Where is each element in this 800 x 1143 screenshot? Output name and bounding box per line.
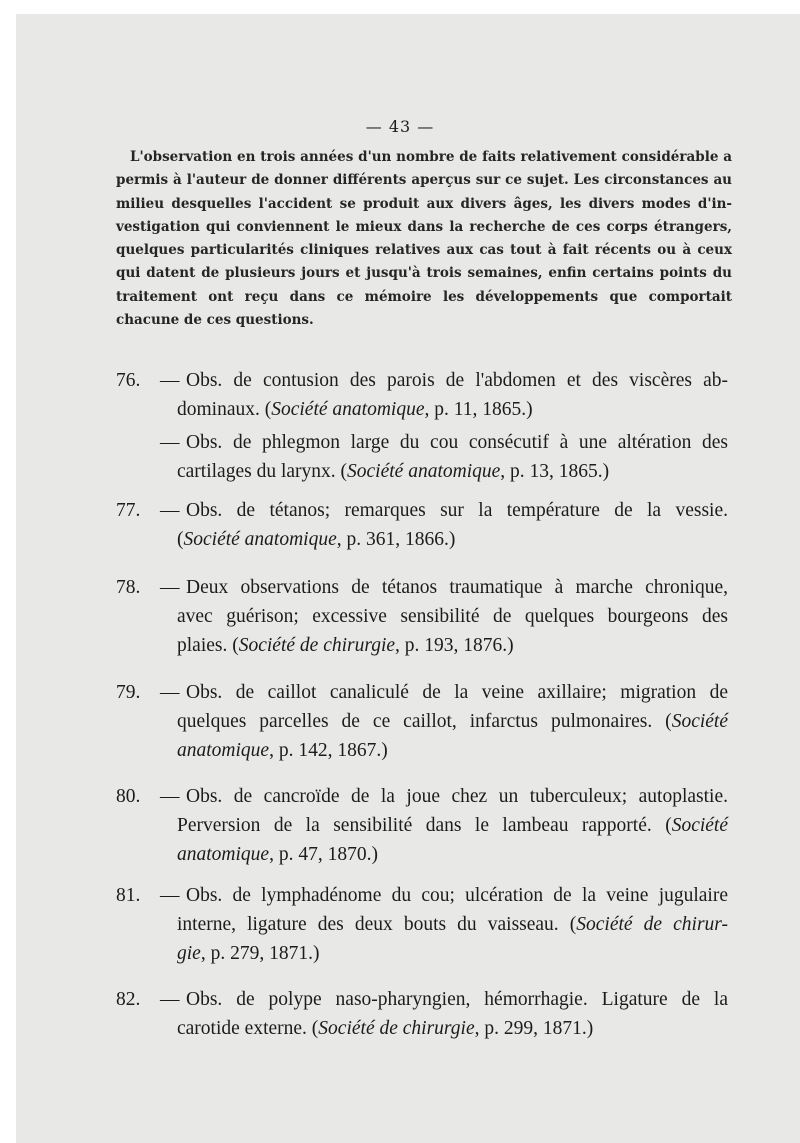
entry-line bbox=[116, 678, 728, 707]
entry-dash: — bbox=[160, 989, 180, 1010]
entry-text: dominaux. ( bbox=[177, 399, 272, 420]
entry-source: Société de chirurgie bbox=[318, 1018, 475, 1039]
entry-line: avec guérison; excessive sensibilité de quelques bourgeons des bbox=[177, 606, 728, 627]
entry-source: gie bbox=[177, 943, 201, 964]
entry-line bbox=[116, 736, 728, 765]
entry-text: plaies. ( bbox=[177, 635, 239, 656]
entry-subline bbox=[116, 428, 728, 457]
entry-line bbox=[116, 1014, 728, 1043]
entry-line bbox=[116, 525, 728, 554]
entry-source: Société anatomique bbox=[347, 461, 501, 482]
entry-source: Société bbox=[671, 815, 728, 836]
entry-79 bbox=[116, 678, 728, 765]
page-number: — 43 — bbox=[365, 117, 435, 136]
entry-line bbox=[116, 496, 728, 525]
entry-line bbox=[116, 939, 728, 968]
entry-line bbox=[116, 910, 728, 939]
entry-dash: — bbox=[160, 682, 180, 703]
intro-line: vestigation qui conviennent le mieux dans la recherche de ces corps étrangers, bbox=[116, 218, 732, 235]
entry-line bbox=[116, 881, 728, 910]
entry-text: , p. 299, 1871.) bbox=[474, 1018, 594, 1039]
entry-text: Obs. de lymphadénome du cou; ulcération de la veine jugulaire bbox=[186, 885, 728, 906]
entry-text: , p. 193, 1876.) bbox=[395, 635, 514, 656]
entry-number: 76. bbox=[116, 370, 141, 391]
entry-dash: — bbox=[160, 885, 180, 906]
entry-number: 77. bbox=[116, 500, 141, 521]
entry-text: Deux observations de tétanos traumatique à marche chronique, bbox=[186, 577, 728, 598]
entry-text: Obs. de phlegmon large du cou consécutif à une altération des bbox=[186, 432, 728, 453]
entry-text: , p. 47, 1870.) bbox=[269, 844, 378, 865]
intro-line: a permis à l'auteur de donner différents aperçus sur ce sujet. Les circonstances bbox=[116, 149, 732, 189]
entry-text: interne, ligature des deux bouts du vaisseau. ( bbox=[177, 914, 577, 935]
intro-line: de ces questions. bbox=[183, 312, 314, 329]
entry-text: , p. 13, 1865.) bbox=[500, 461, 610, 482]
entry-dash: — bbox=[160, 500, 180, 521]
entry-line bbox=[116, 631, 728, 660]
entry-source: Société de chirur- bbox=[576, 914, 728, 935]
entry-number: 82. bbox=[116, 989, 141, 1010]
entry-number: 79. bbox=[116, 682, 141, 703]
entry-line bbox=[116, 457, 728, 486]
entry-source: Société anatomique bbox=[271, 399, 425, 420]
entry-line bbox=[116, 811, 728, 840]
entry-text: Obs. de tétanos; remarques sur la température de la vessie. bbox=[186, 500, 728, 521]
entry-source: anatomique bbox=[177, 740, 270, 761]
entry-line bbox=[116, 840, 728, 869]
entry-line bbox=[116, 573, 728, 602]
entry-text: ( bbox=[177, 529, 184, 550]
entry-dash: — bbox=[160, 786, 180, 807]
entry-dash: — bbox=[160, 370, 180, 391]
entry-number: 81. bbox=[116, 885, 141, 906]
entry-source: anatomique bbox=[177, 844, 270, 865]
entry-dash: — bbox=[160, 577, 180, 598]
entry-line bbox=[116, 985, 728, 1014]
entry-77 bbox=[116, 496, 728, 554]
entry-76 bbox=[116, 366, 728, 486]
entry-line bbox=[116, 707, 728, 736]
entry-text: Obs. de caillot canaliculé de la veine axillaire; migration de bbox=[186, 682, 728, 703]
intro-line: qui datent de plusieurs jours et jusqu'à trois semaines, enfin certains points du bbox=[116, 265, 732, 282]
entry-81 bbox=[116, 881, 728, 968]
entry-text: , p. 142, 1867.) bbox=[269, 740, 388, 761]
entry-text: , p. 361, 1866.) bbox=[336, 529, 456, 550]
entry-number: 78. bbox=[116, 577, 141, 598]
entry-text: , p. 279, 1871.) bbox=[200, 943, 320, 964]
intro-paragraph bbox=[116, 146, 732, 332]
entry-82 bbox=[116, 985, 728, 1043]
intro-line: L'observation en trois années d'un nombre de faits relativement considérable bbox=[130, 149, 724, 165]
entry-80 bbox=[116, 782, 728, 869]
entry-number: 80. bbox=[116, 786, 141, 807]
entry-text: Obs. de contusion des parois de l'abdomen et des viscères ab- bbox=[186, 370, 728, 391]
entry-text: carotide externe. ( bbox=[177, 1018, 319, 1039]
entry-source: Société de chirurgie bbox=[238, 635, 396, 656]
entry-text: Obs. de polype naso-pharyngien, hémorrhagie. Ligature de la bbox=[186, 989, 728, 1010]
entry-text: cartilages du larynx. ( bbox=[177, 461, 348, 482]
intro-line: au milieu desquelles l'accident se produit aux divers âges, les divers modes d'in- bbox=[116, 172, 732, 212]
entry-line bbox=[116, 782, 728, 811]
entry-line bbox=[116, 395, 728, 424]
entry-text: Perversion de la sensibilité dans le lambeau rapporté. ( bbox=[177, 815, 672, 836]
entry-source: Société anatomique bbox=[183, 529, 337, 550]
entry-text: quelques parcelles de ce caillot, infarctus pulmonaires. ( bbox=[177, 711, 672, 732]
entry-source: Société bbox=[671, 711, 728, 732]
entry-line bbox=[116, 366, 728, 395]
entry-78 bbox=[116, 573, 728, 660]
intro-line: quelques particularités cliniques relatives aux cas tout à fait récents ou à ceux bbox=[116, 242, 732, 259]
entry-dash: — bbox=[160, 432, 180, 453]
intro-line: traitement ont reçu dans ce mémoire les développements que comportait chacune bbox=[116, 288, 732, 329]
entry-text: , p. 11, 1865.) bbox=[424, 399, 533, 420]
entry-text: Obs. de cancroïde de la joue chez un tuberculeux; autoplastie. bbox=[186, 786, 728, 807]
